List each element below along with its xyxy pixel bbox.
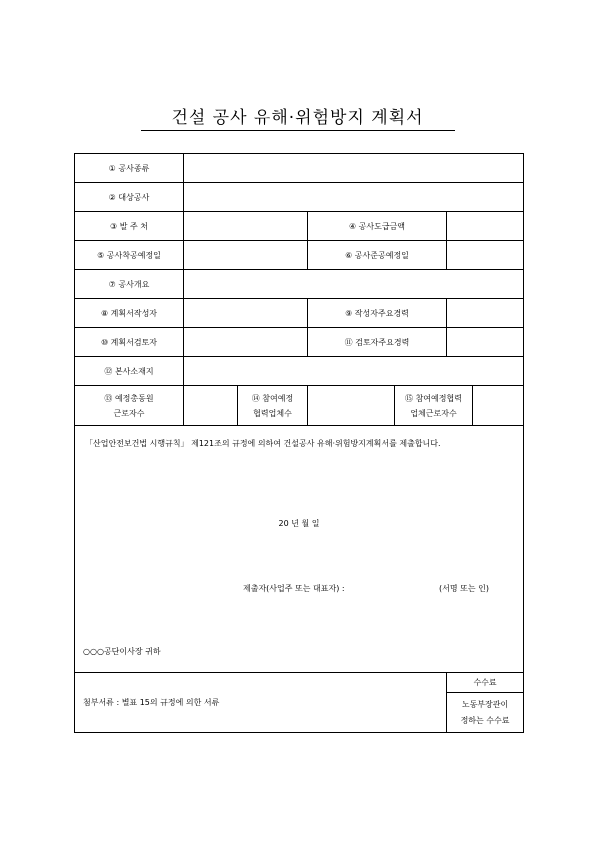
row-head-office	[75, 357, 524, 386]
value-construction-type[interactable]	[184, 154, 524, 183]
label-construction-type: ① 공사종류	[75, 154, 184, 183]
label-partner-count	[238, 386, 308, 426]
plan-form-table	[74, 153, 524, 733]
declaration-text: 「산업안전보건법 시행규칙」 제121조의 규정에 의하여 건설공사 유해·위험방지계획서를 제출합니다.	[85, 439, 441, 448]
row-attachment-fee	[75, 673, 524, 693]
row-target-construction	[75, 183, 524, 212]
label-contract-amount: ④ 공사도급금액	[308, 212, 447, 241]
row-dates	[75, 241, 524, 270]
value-partner-count[interactable]	[308, 386, 395, 426]
submitter-label: 제출자(사업주 또는 대표자) :	[243, 584, 345, 593]
label-target-construction: ② 대상공사	[75, 183, 184, 212]
label-partner-workers	[395, 386, 473, 426]
label-head-office: ⑫ 본사소재지	[75, 357, 184, 386]
document-title: 건설 공사 유해·위험방지 계획서	[171, 108, 424, 128]
value-reviewer-career[interactable]	[447, 328, 524, 357]
row-declaration	[75, 426, 524, 673]
signature-or-seal: (서명 또는 인)	[439, 584, 489, 593]
label-reviewer-career: ⑪ 검토자주요경력	[308, 328, 447, 357]
fee-value-line1: 노동부장관이	[461, 699, 509, 709]
value-client[interactable]	[184, 212, 308, 241]
fee-header: 수수료	[447, 673, 524, 693]
fee-value-line2: 정하는 수수료	[460, 715, 510, 725]
label-total-workers-line1: ⑬ 예정총동원	[104, 393, 154, 403]
fee-value	[447, 693, 524, 733]
value-target-construction[interactable]	[184, 183, 524, 212]
value-completion-date[interactable]	[447, 241, 524, 270]
row-workers	[75, 386, 524, 426]
value-partner-workers[interactable]	[473, 386, 524, 426]
value-head-office[interactable]	[184, 357, 524, 386]
label-author-career: ⑨ 작성자주요경력	[308, 299, 447, 328]
value-start-date[interactable]	[184, 241, 308, 270]
submission-date: 20 년 월 일	[278, 519, 320, 528]
attachment-documents: 첨부서류 : 별표 15의 규정에 의한 서류	[75, 673, 447, 733]
value-total-workers[interactable]	[184, 386, 238, 426]
value-overview[interactable]	[184, 270, 524, 299]
value-author[interactable]	[184, 299, 308, 328]
addressee: ○○○공단이사장 귀하	[83, 647, 161, 656]
row-construction-type	[75, 154, 524, 183]
label-partner-workers-line1: ⑮ 참여예정협력	[405, 393, 462, 403]
row-client	[75, 212, 524, 241]
label-partner-count-line1: ⑭ 참여예정	[251, 393, 294, 403]
label-completion-date: ⑥ 공사준공예정일	[308, 241, 447, 270]
label-partner-workers-line2: 업체근로자수	[410, 408, 457, 418]
label-total-workers-line2: 근로자수	[113, 408, 145, 418]
value-contract-amount[interactable]	[447, 212, 524, 241]
label-reviewer: ⑩ 계획서검토자	[75, 328, 184, 357]
title-underline	[141, 130, 455, 131]
row-author	[75, 299, 524, 328]
value-reviewer[interactable]	[184, 328, 308, 357]
label-author: ⑧ 계획서작성자	[75, 299, 184, 328]
label-partner-count-line2: 협력업체수	[253, 408, 292, 418]
declaration-cell	[75, 426, 524, 673]
label-total-workers	[75, 386, 184, 426]
label-client: ③ 발 주 처	[75, 212, 184, 241]
row-overview	[75, 270, 524, 299]
value-author-career[interactable]	[447, 299, 524, 328]
label-start-date: ⑤ 공사착공예정일	[75, 241, 184, 270]
row-reviewer	[75, 328, 524, 357]
label-overview: ⑦ 공사개요	[75, 270, 184, 299]
